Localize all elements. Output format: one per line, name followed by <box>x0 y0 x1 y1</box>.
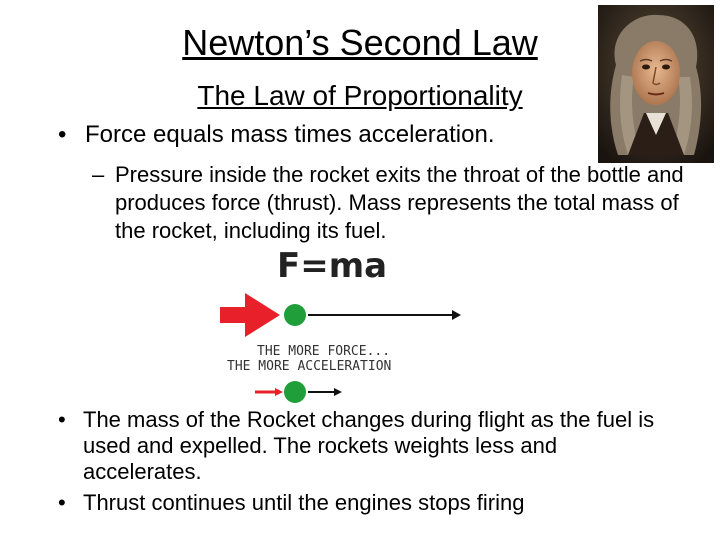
bullet-marker: • <box>58 121 67 148</box>
bullet-marker: • <box>58 490 66 515</box>
formula-text: F=ma <box>277 246 388 285</box>
caption-line-1: THE MORE FORCE... <box>257 344 391 359</box>
bullet-text: Force equals mass times acceleration. <box>85 121 495 148</box>
newton-portrait-image <box>598 5 714 163</box>
slide-title: Newton’s Second Law <box>182 22 538 63</box>
force-acceleration-diagram <box>215 285 465 405</box>
force-arrowhead-small <box>275 388 283 396</box>
mass-ball <box>284 304 306 326</box>
bullet-text: Thrust continues until the engines stops firing <box>83 490 525 515</box>
acceleration-arrowhead-long <box>452 310 461 320</box>
mass-ball <box>284 381 306 403</box>
acceleration-arrowhead-short <box>334 388 342 396</box>
fma-formula-graphic <box>275 245 405 285</box>
bullet-marker: • <box>58 407 66 432</box>
sub-bullet-marker: – <box>92 162 105 187</box>
force-arrow-large <box>220 293 280 337</box>
slide-subtitle: The Law of Proportionality <box>197 80 523 111</box>
caption-line-2: THE MORE ACCELERATION <box>227 359 392 374</box>
bullet-text: The mass of the Rocket changes during flight as the fuel is used and expelled. The rockets weights less and accelerates. <box>83 407 655 484</box>
sub-bullet-text: Pressure inside the rocket exits the throat of the bottle and produces force (thrust). Mass represents the total mass of the rocket, including its fuel. <box>115 162 684 243</box>
